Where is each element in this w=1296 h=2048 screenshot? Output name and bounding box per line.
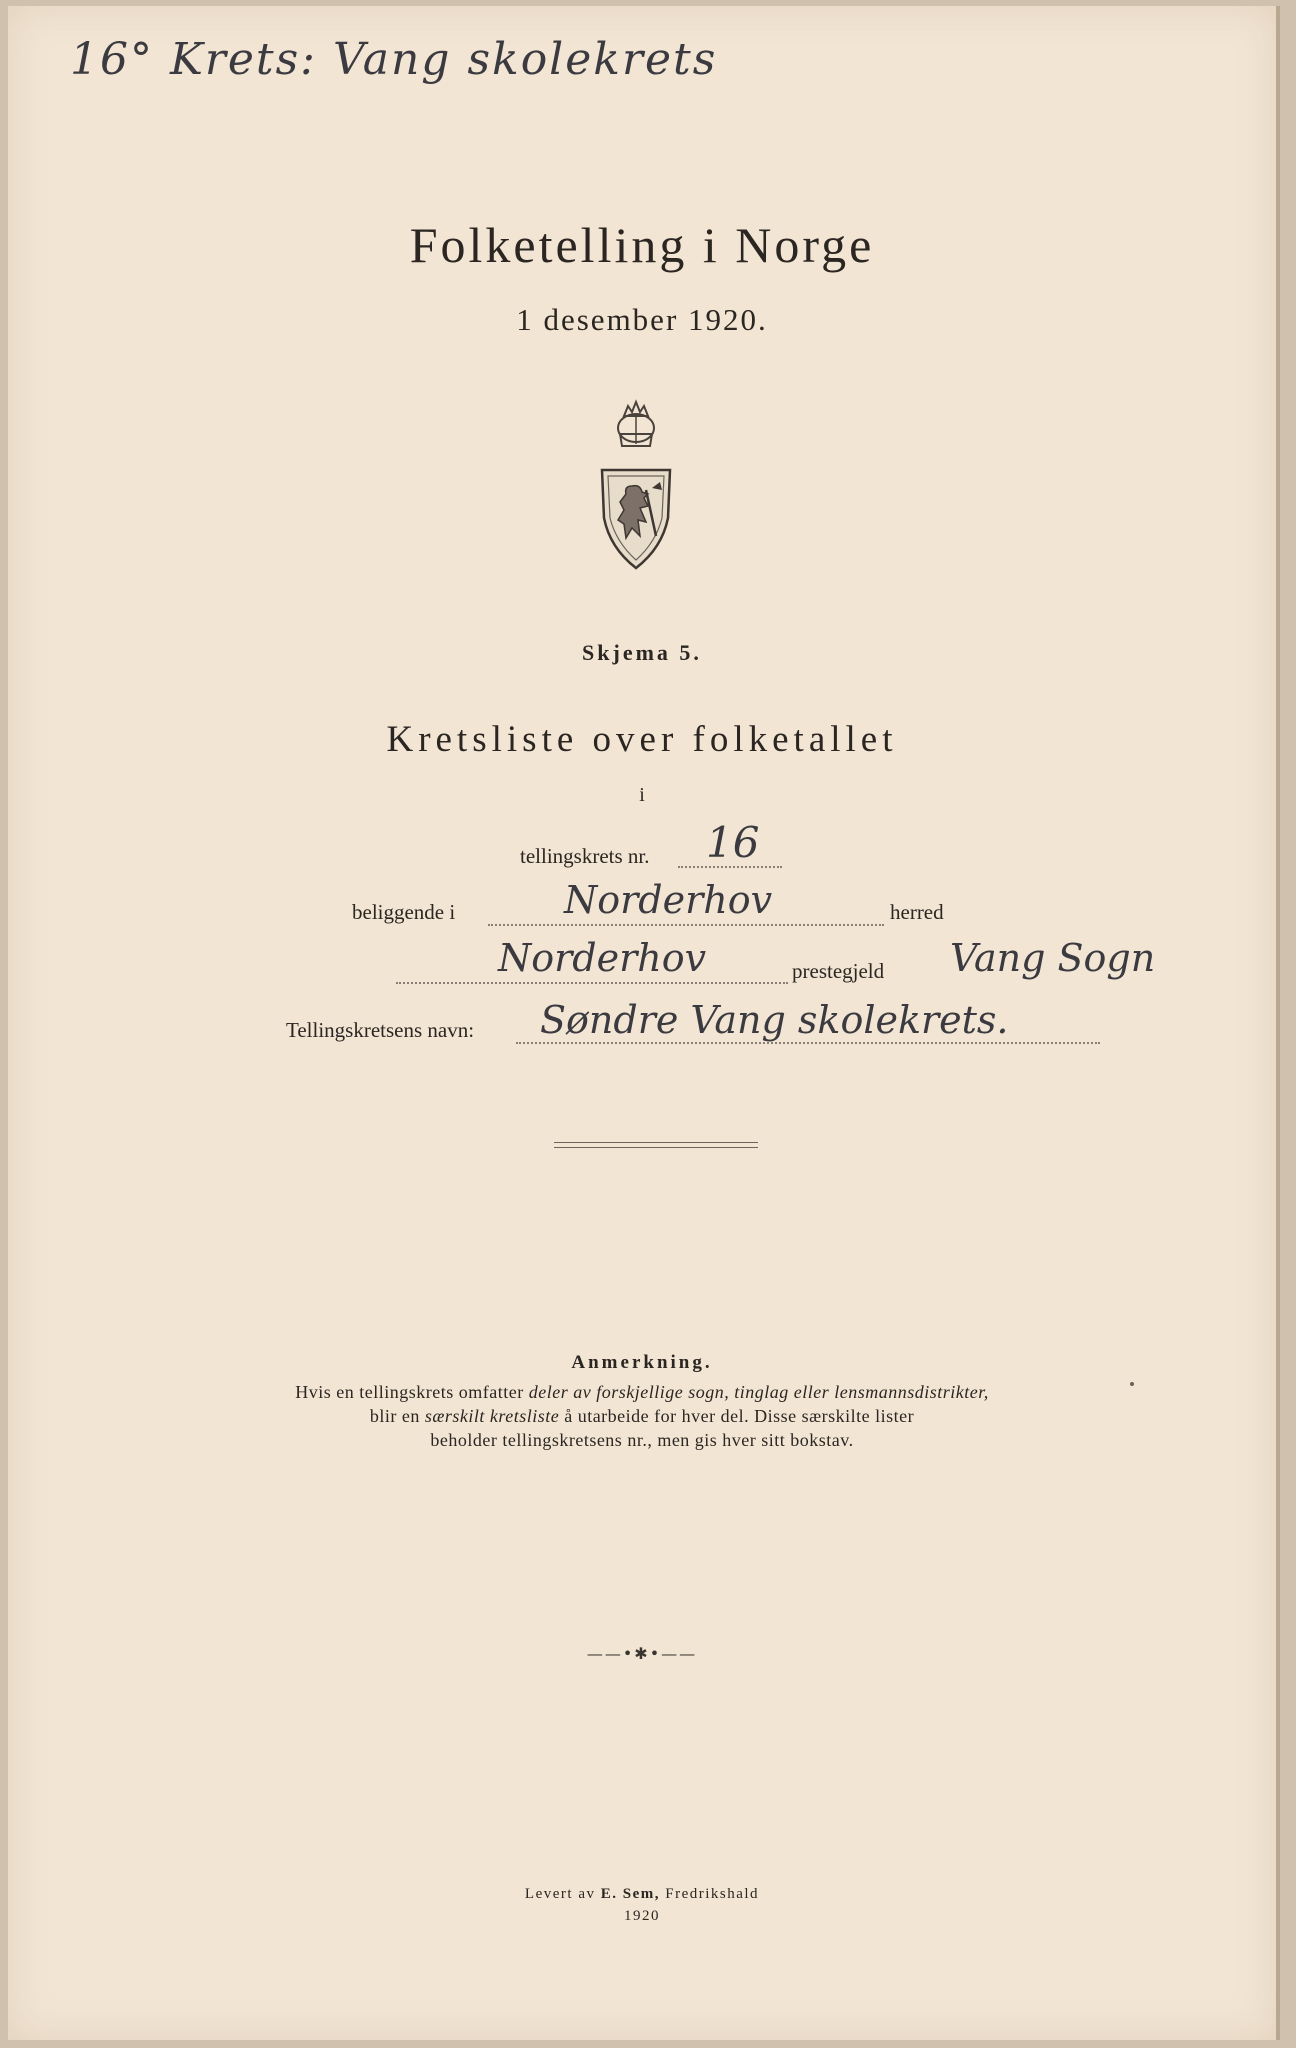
printer-name: E. Sem, bbox=[600, 1886, 660, 1902]
sogn-value: Vang Sogn bbox=[950, 936, 1156, 980]
note-line-1 bbox=[8, 1382, 1276, 1403]
note-emphasis: særskilt kretsliste bbox=[424, 1406, 560, 1426]
divider-rule bbox=[554, 1142, 758, 1143]
printer-place: Fredrikshald bbox=[659, 1886, 760, 1902]
herred-value: Norderhov bbox=[564, 878, 773, 922]
printer-credit bbox=[8, 1886, 1276, 1903]
form-title: Folketelling i Norge bbox=[409, 217, 875, 273]
norwegian-coat-of-arms-icon bbox=[596, 398, 676, 574]
herred-field-line bbox=[488, 924, 884, 926]
schema-number: Skjema 5. bbox=[582, 640, 702, 665]
tellingskrets-label: tellingskrets nr. bbox=[520, 844, 650, 868]
tellingskrets-value: 16 bbox=[706, 818, 760, 867]
herred-label: herred bbox=[890, 900, 944, 924]
form-heading: Kretsliste over folketallet bbox=[386, 719, 898, 760]
beliggende-label: beliggende i bbox=[352, 900, 456, 924]
prestegjeld-label: prestegjeld bbox=[792, 959, 885, 983]
note-line-3: beholder tellingskretsens nr., men gis hver sitt bokstav. bbox=[430, 1430, 854, 1450]
printer-prefix: Levert av bbox=[524, 1886, 601, 1902]
ornament-divider: ——•✱•—— bbox=[586, 1644, 698, 1663]
note-title: Anmerkning. bbox=[571, 1352, 713, 1373]
note-emphasis: deler av forskjellige sogn, tinglag eller lensmannsdistrikter, bbox=[528, 1382, 989, 1402]
prestegjeld-value: Norderhov bbox=[498, 936, 707, 980]
preposition-i: i bbox=[639, 784, 645, 806]
krets-name-label: Tellingskretsens navn: bbox=[286, 1018, 475, 1042]
krets-name-field-line bbox=[516, 1042, 1100, 1044]
printer-year: 1920 bbox=[624, 1908, 660, 1924]
divider-rule bbox=[554, 1147, 758, 1148]
census-form-page bbox=[8, 6, 1280, 2040]
prestegjeld-field-line bbox=[396, 982, 788, 984]
krets-name-value: Søndre Vang skolekrets. bbox=[540, 998, 1009, 1042]
stray-mark bbox=[1130, 1382, 1134, 1386]
note-text: blir en bbox=[369, 1406, 425, 1426]
note-text: Hvis en tellingskrets omfatter bbox=[295, 1382, 529, 1402]
census-date: 1 desember 1920. bbox=[516, 302, 768, 337]
note-text: å utarbeide for hver del. Disse særskilte lister bbox=[559, 1406, 915, 1426]
note-line-2 bbox=[8, 1406, 1276, 1427]
handwritten-header: 16° Krets: Vang skolekrets bbox=[70, 34, 718, 85]
